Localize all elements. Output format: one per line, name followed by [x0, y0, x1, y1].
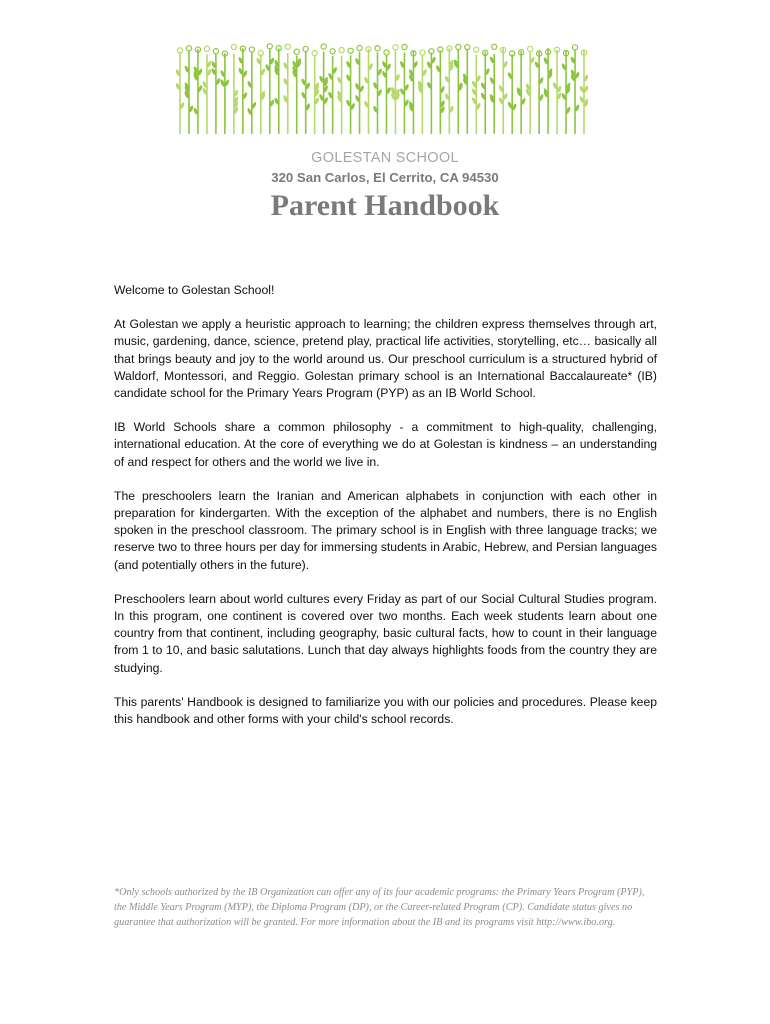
- school-address: 320 San Carlos, El Cerrito, CA 94530: [271, 170, 499, 185]
- approach-paragraph: At Golestan we apply a heuristic approach to learning; the children express themselves through art, music, gardening, dance, science, pretend play, practical life activities, storytelling, etc… basically all that brings beauty and joy to the world around us. Our preschool curriculum is a structured hybrid of Waldorf, Montessori, and Reggio. Golestan primary school is an International Baccalaureate* (IB) candidate school for the Primary Years Program (PYP) as an IB World School.: [114, 317, 657, 401]
- welcome-paragraph: Welcome to Golestan School!: [114, 283, 275, 297]
- world-cultures-paragraph: Preschoolers learn about world cultures every Friday as part of our Social Cultural Studies program. In this program, one continent is covered over two months. Each week students learn about one country from that continent, including geography, basic cultural facts, how to count in their language from 1 to 10, and basic salutations. Lunch that day always highlights foods from the country they are studying.: [114, 591, 657, 675]
- ib-philosophy-paragraph: IB World Schools share a common philosophy - a commitment to high-quality, challenging, international education. At the core of everything we do at Golestan is kindness – an understanding of and respect for others and the world we live in.: [114, 420, 657, 469]
- handbook-body: [114, 282, 657, 745]
- logo-graphic: [176, 42, 588, 134]
- reed-grass-logo-icon: [176, 42, 588, 134]
- ib-footnote: *Only schools authorized by the IB Organization can offer any of its four academic programs: the Primary Years Program (PYP), the Middle Years Program (MYP), the Diploma Program (DP), or the Career-related Program (CP). Candidate status gives no guarantee that authorization will be granted. For more information about the IB and its programs visit http://www.ibo.org.: [114, 887, 645, 928]
- handbook-purpose-paragraph: This parents' Handbook is designed to familiarize you with our policies and procedures. Please keep this handbook and other forms with your child's school records.: [114, 694, 657, 727]
- page-title: Parent Handbook: [270, 189, 500, 222]
- language-paragraph: The preschoolers learn the Iranian and American alphabets in conjunction with each other in preparation for kindergarten. With the exception of the alphabet and numbers, there is no English spoken in the preschool classroom. The primary school is in English with three language tracks; we reserve two to three hours per day for immersing students in Arabic, Hebrew, and Persian languages (and potentially others in the future).: [114, 488, 657, 572]
- school-name: GOLESTAN SCHOOL: [311, 150, 459, 166]
